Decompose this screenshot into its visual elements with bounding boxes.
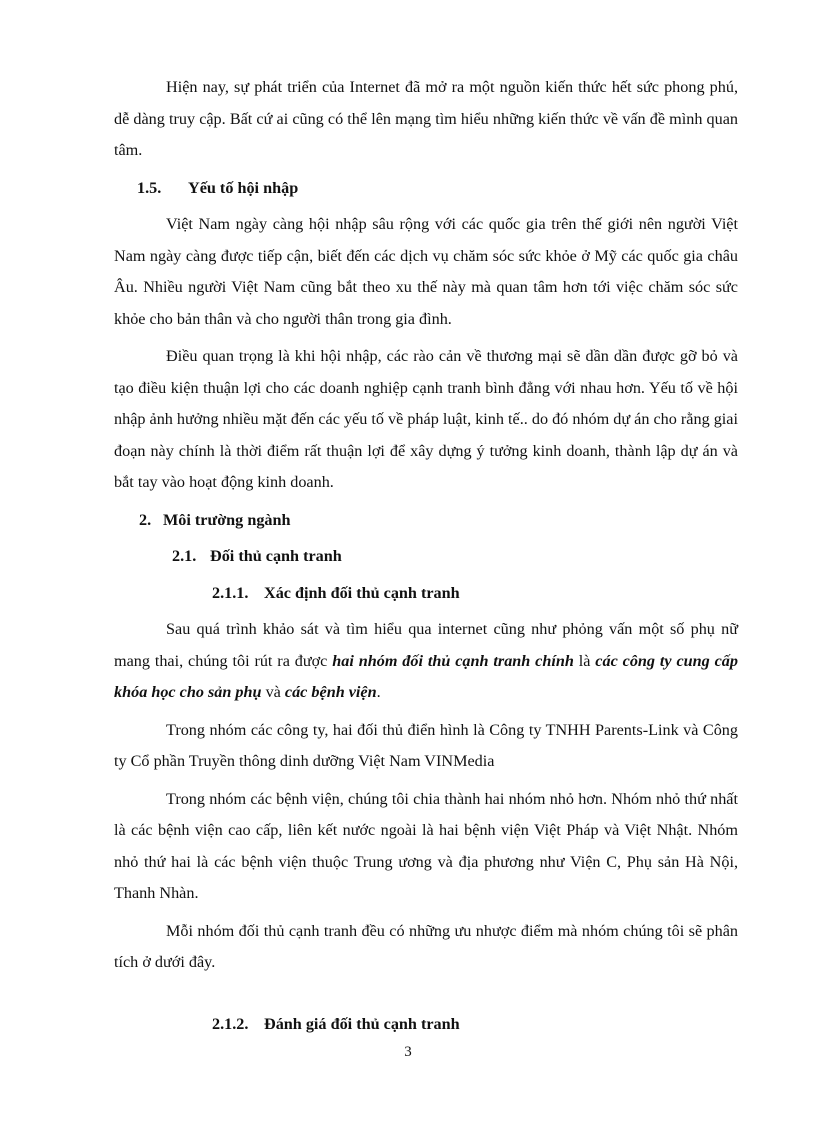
page-number: 3 xyxy=(404,1044,412,1060)
heading-2-1 xyxy=(114,541,738,573)
heading-2 xyxy=(114,505,738,537)
survey-text-1: Sau quá trình khảo sát và tìm hiểu qua internet cũng như phỏng vấn một số phụ nữ mang thai, chúng tôi rút ra được xyxy=(114,620,738,670)
heading-number: 2. xyxy=(139,510,152,529)
heading-number: 2.1.1. xyxy=(212,583,249,602)
paragraph-survey xyxy=(114,614,738,709)
paragraph-integration-1: Việt Nam ngày càng hội nhập sâu rộng với các quốc gia trên thế giới nên người Việt Nam ngày càng được tiếp cận, biết đến các dịch vụ chăm sóc sức khỏe ở Mỹ các quốc gia châu Âu. Nhiều người Việt Nam cũng bắt theo xu thế này mà quan tâm hơn tới việc chăm sóc sức khỏe cho bản thân và cho người thân trong gia đình. xyxy=(114,215,738,328)
paragraph-integration-2: Điều quan trọng là khi hội nhập, các rào cản về thương mại sẽ dần dần được gỡ bỏ và tạo điều kiện thuận lợi cho các doanh nghiệp cạnh tranh bình đẳng với nhau hơn. Yếu tố về hội nhập ảnh hưởng nhiều mặt đến các yếu tố về pháp luật, kinh tế.. do đó nhóm dự án cho rằng giai đoạn này chính là thời điểm rất thuận lợi để xây dựng ý tưởng kinh doanh, thành lập dự án và bắt tay vào hoạt động kinh doanh. xyxy=(114,347,738,491)
paragraph-hospitals: Trong nhóm các bệnh viện, chúng tôi chia thành hai nhóm nhỏ hơn. Nhóm nhỏ thứ nhất là các bệnh viện cao cấp, liên kết nước ngoài là hai bệnh viện Việt Pháp và Việt Nhật. Nhóm nhỏ thứ hai là các bệnh viện thuộc Trung ương và địa phương như Viện C, Phụ sản Hà Nội, Thanh Nhàn. xyxy=(114,789,738,902)
page-content xyxy=(114,72,738,1040)
heading-title: Xác định đối thủ cạnh tranh xyxy=(264,583,460,602)
paragraph-internet: Hiện nay, sự phát triển của Internet đã mở ra một nguồn kiến thức hết sức phong phú, dễ dàng truy cập. Bất cứ ai cũng có thể lên mạng tìm hiểu những kiến thức về vấn đề mình quan tâm. xyxy=(114,78,738,159)
paragraph-analysis: Mỗi nhóm đối thủ cạnh tranh đều có những ưu nhược điểm mà nhóm chúng tôi sẽ phân tích ở dưới đây. xyxy=(114,921,738,971)
survey-emphasis-companies: các công ty cung cấp khóa học cho sản phụ xyxy=(114,651,738,701)
heading-number: 2.1. xyxy=(172,547,197,565)
heading-title: Đối thủ cạnh tranh xyxy=(210,547,342,565)
survey-emphasis-main-groups: hai nhóm đối thủ cạnh tranh chính xyxy=(332,651,574,670)
survey-text-2: là xyxy=(573,651,596,670)
heading-title: Môi trường ngành xyxy=(163,510,291,529)
heading-2-1-1 xyxy=(114,578,738,610)
heading-number: 1.5. xyxy=(137,178,162,197)
heading-1-5 xyxy=(114,173,738,205)
survey-text-4: . xyxy=(376,683,381,701)
heading-number: 2.1.2. xyxy=(212,1014,249,1033)
heading-title: Đánh giá đối thủ cạnh tranh xyxy=(264,1014,460,1033)
survey-text-3: và xyxy=(261,683,285,701)
heading-title: Yếu tố hội nhập xyxy=(188,178,299,197)
survey-emphasis-hospitals: các bệnh viện xyxy=(284,683,377,701)
paragraph-companies: Trong nhóm các công ty, hai đối thủ điển hình là Công ty TNHH Parents-Link và Công ty Cổ phần Truyền thông dinh dưỡng Việt Nam VINMedia xyxy=(114,720,738,770)
heading-2-1-2 xyxy=(114,1009,738,1041)
